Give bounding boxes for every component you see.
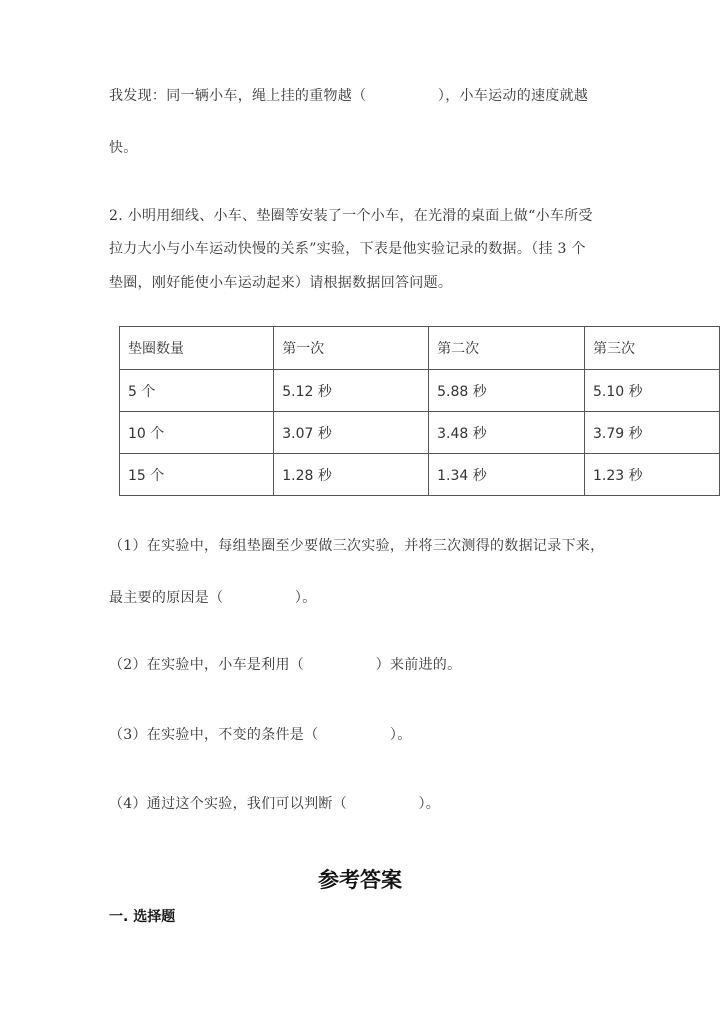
conclusion-line-1: 我发现：同一辆小车，绳上挂的重物越（ ），小车运动的速度就越: [109, 88, 589, 104]
table-row: [120, 370, 720, 412]
data-table: [119, 326, 720, 496]
subquestion-2: （2）在实验中，小车是利用（ ）来前进的。: [109, 657, 462, 673]
table-cell: 15 个: [120, 454, 274, 496]
table-cell: 1.23 秒: [585, 454, 720, 496]
table-cell: 3.48 秒: [429, 412, 585, 454]
table-cell: 10 个: [120, 412, 274, 454]
subquestion-3: （3）在实验中，不变的条件是（ ）。: [109, 727, 412, 743]
subquestion-4: （4）通过这个实验，我们可以判断（ ）。: [109, 796, 441, 812]
table-cell: 3.79 秒: [585, 412, 720, 454]
table-row: [120, 454, 720, 496]
table-cell: 5.88 秒: [429, 370, 585, 412]
answers-section-title: 一. 选择题: [109, 909, 176, 925]
table-header-cell: 第二次: [429, 327, 585, 370]
table-cell: 5.12 秒: [274, 370, 429, 412]
subquestion-1-line-1: （1）在实验中，每组垫圈至少要做三次实验，并将三次测得的数据记录下来，: [109, 538, 605, 554]
table-row: [120, 412, 720, 454]
table-header-cell: 第一次: [274, 327, 429, 370]
table-header-cell: 第三次: [585, 327, 720, 370]
answers-title: 参考答案: [318, 868, 402, 892]
table-cell: 5 个: [120, 370, 274, 412]
table-cell: 1.34 秒: [429, 454, 585, 496]
conclusion-line-2: 快。: [109, 140, 138, 156]
table-cell: 1.28 秒: [274, 454, 429, 496]
table-cell: 5.10 秒: [585, 370, 720, 412]
table-header-row: [120, 327, 720, 370]
table-header-cell: 垫圈数量: [120, 327, 274, 370]
table-cell: 3.07 秒: [274, 412, 429, 454]
question-2-line-1: 2. 小明用细线、小车、垫圈等安装了一个小车，在光滑的桌面上做“小车所受: [109, 208, 593, 224]
question-2-line-2: 拉力大小与小车运动快慢的关系”实验，下表是他实验记录的数据。（挂 3 个: [109, 241, 586, 257]
subquestion-1-line-2: 最主要的原因是（ ）。: [109, 590, 317, 606]
question-2-line-3: 垫圈，刚好能使小车运动起来）请根据数据回答问题。: [109, 275, 453, 291]
